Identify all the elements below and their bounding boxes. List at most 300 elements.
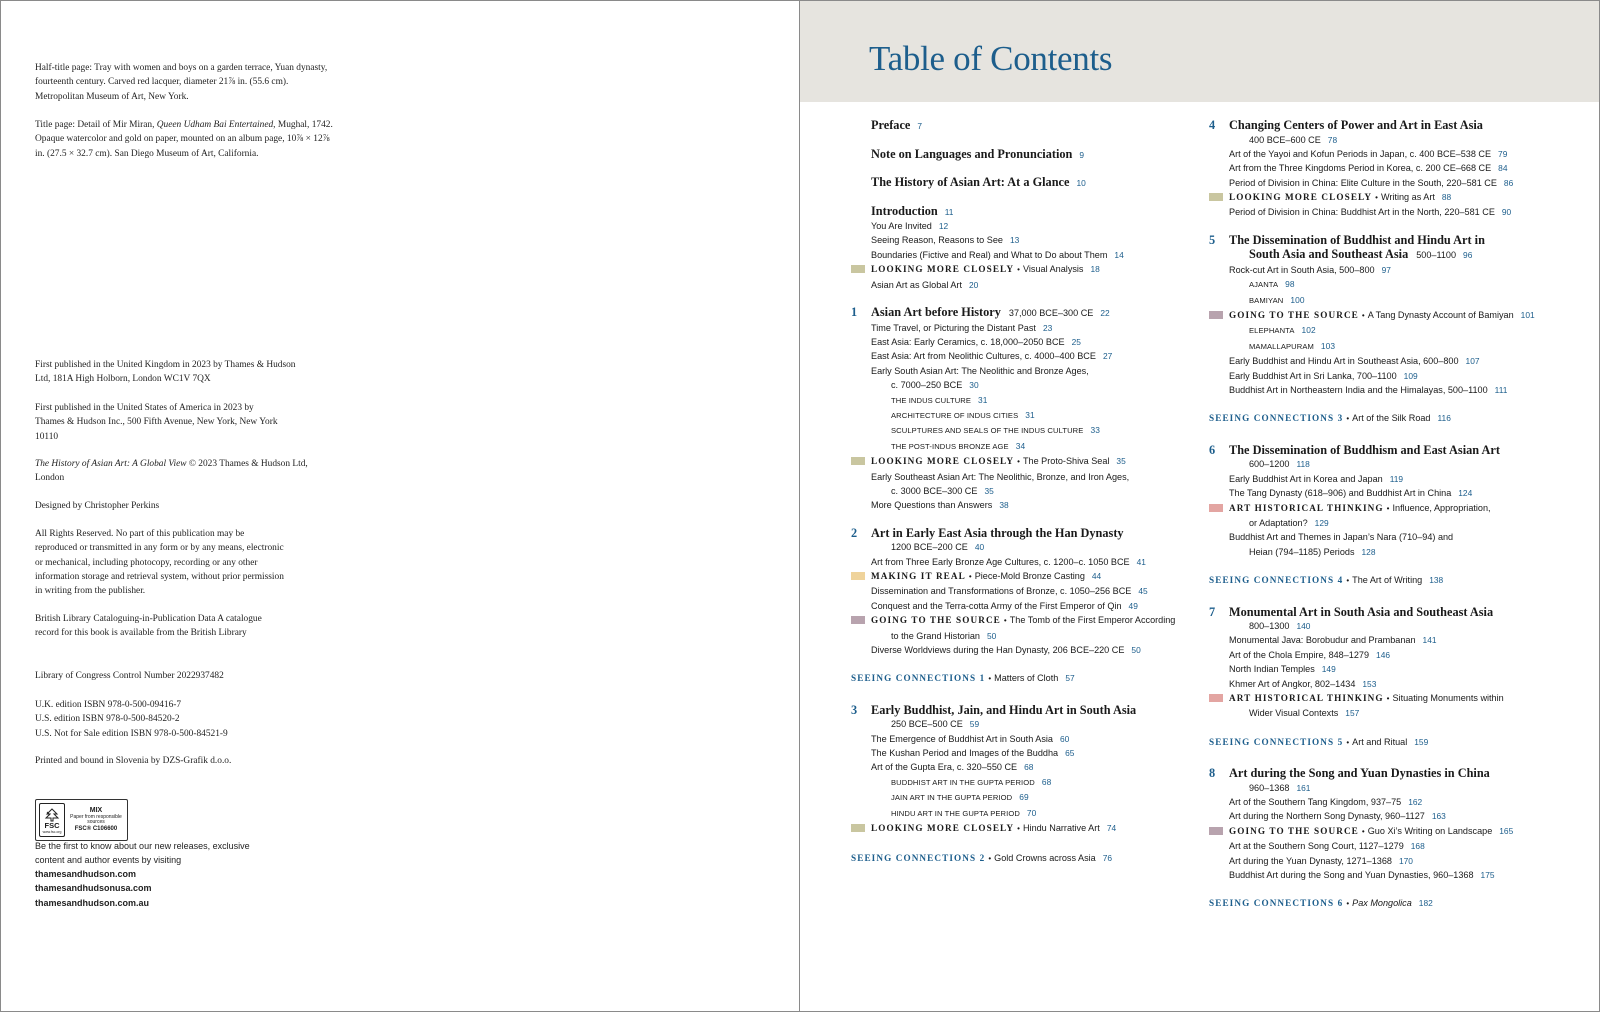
page-number: 140 (1296, 621, 1311, 632)
entry-title: BAMIYAN (1249, 295, 1284, 305)
entry-title: 800–1300 (1249, 621, 1290, 632)
page-number: 101 (1520, 310, 1535, 321)
entry-title: 1200 BCE–200 CE (891, 542, 968, 553)
page-number: 35 (1116, 456, 1126, 467)
entry-title: The Art of Writing (1352, 575, 1423, 586)
chapter-title: Changing Centers of Power and Art in East Asia (1229, 118, 1483, 132)
page-number: 27 (1102, 351, 1113, 362)
toc-entry[interactable] (1209, 383, 1589, 397)
entry-title: East Asia: Art from Neolithic Cultures, c. 4000–400 BCE (871, 351, 1096, 362)
toc-entry[interactable] (851, 703, 1196, 718)
page-number: 96 (1463, 250, 1473, 261)
toc-entry[interactable] (851, 118, 1196, 134)
entry-title: JAIN ART IN THE GUPTA PERIOD (891, 793, 1013, 803)
bullet-separator: • (1386, 693, 1390, 703)
page-number: 78 (1327, 134, 1338, 145)
bullet-separator: • (988, 674, 992, 684)
feature-swatch (1209, 694, 1223, 702)
entry-title: Early South Asian Art: The Neolithic and Bronze Ages, (871, 365, 1089, 376)
newsletter-promo: Be the first to know about our new releases, exclusive content and author events by visiting (35, 841, 250, 866)
toc-entry[interactable] (851, 851, 1196, 866)
toc-entry[interactable] (851, 498, 1196, 512)
page-number: 49 (1128, 600, 1138, 611)
entry-title: c. 7000–250 BCE (891, 380, 963, 391)
page-number: 38 (999, 500, 1009, 511)
feature-label: GOING TO THE SOURCE (871, 615, 1001, 626)
page-number: 34 (1015, 440, 1026, 451)
toc-entry[interactable] (1209, 486, 1589, 500)
toc-entry[interactable] (1209, 677, 1589, 691)
chapter-title: Early Buddhist, Jain, and Hindu Art in South Asia (871, 702, 1137, 717)
toc-entry[interactable] (851, 470, 1196, 484)
bullet-separator: • (1346, 576, 1350, 586)
toc-entry[interactable] (851, 175, 1196, 191)
toc-entry[interactable] (1209, 457, 1589, 471)
toc-entry[interactable] (851, 364, 1196, 378)
toc-entry[interactable] (1209, 839, 1589, 853)
first-published-uk: First published in the United Kingdom in 2023 by Thames & Hudson Ltd, 181A High Holborn, London WC1V 7QX (35, 360, 296, 385)
chapter-number: 7 (1209, 604, 1216, 619)
toc-entry[interactable] (851, 555, 1196, 569)
toc-column-right (1209, 118, 1589, 912)
page-number: 159 (1414, 736, 1429, 747)
page-number: 31 (1025, 409, 1035, 420)
entry-title: Hindu Narrative Art (1022, 823, 1100, 834)
feature-swatch (1209, 827, 1223, 835)
toc-entry[interactable] (1209, 809, 1589, 823)
entry-title: Asian Art as Global Art (871, 279, 962, 290)
toc-entry[interactable] (1209, 501, 1589, 516)
page-number: 116 (1437, 413, 1451, 424)
toc-entry[interactable] (1209, 233, 1589, 248)
toc-entry[interactable] (1209, 795, 1589, 809)
toc-entry[interactable] (1209, 323, 1589, 338)
toc-entry[interactable] (851, 248, 1196, 262)
toc-entry[interactable] (851, 599, 1196, 613)
toc-entry[interactable] (851, 378, 1196, 392)
feature-swatch (851, 572, 865, 580)
feature-swatch (1209, 311, 1223, 319)
page-number: 129 (1314, 517, 1329, 528)
page-number: 70 (1026, 807, 1037, 818)
fsc-tree-icon: FSC www.fsc.org (39, 803, 65, 837)
page-number: 25 (1071, 336, 1081, 347)
toc-entry[interactable] (1209, 691, 1589, 706)
feature-swatch (1209, 193, 1223, 201)
page-number: 79 (1498, 148, 1508, 159)
entry-title: The History of Asian Art: At a Glance (871, 175, 1070, 189)
toc-entry[interactable] (1209, 293, 1589, 308)
website-link[interactable]: thamesandhudson.com (35, 869, 137, 879)
page-number: 44 (1091, 571, 1102, 582)
entry-title: or Adaptation? (1249, 517, 1308, 528)
entry-title: Visual Analysis (1022, 264, 1084, 275)
page-number: 68 (1041, 776, 1052, 787)
feature-swatch (851, 824, 865, 832)
page-number: 20 (968, 279, 979, 290)
bullet-separator: • (1346, 737, 1350, 747)
toc-entry[interactable] (851, 732, 1196, 746)
entry-title: Rock-cut Art in South Asia, 500–800 (1229, 264, 1375, 275)
toc-entry[interactable] (851, 671, 1196, 686)
toc-entry[interactable] (851, 349, 1196, 363)
entry-title: THE POST-INDUS BRONZE AGE (891, 441, 1009, 451)
bullet-separator: • (968, 572, 972, 582)
loc-control-number: Library of Congress Control Number 2022937482 (35, 671, 224, 681)
page-number: 153 (1362, 678, 1377, 689)
page-number: 107 (1465, 356, 1480, 367)
british-library-data: British Library Cataloguing-in-Publication Data A catalogue record for this book is available from the British Library (35, 614, 262, 639)
page-number: 100 (1290, 294, 1305, 305)
toc-entry[interactable] (851, 484, 1196, 498)
toc-entry[interactable] (851, 439, 1196, 454)
feature-label: LOOKING MORE CLOSELY (871, 823, 1015, 834)
feature-label: ART HISTORICAL THINKING (1229, 502, 1384, 513)
entry-title: Art of the Yayoi and Kofun Periods in Japan, c. 400 BCE–538 CE (1229, 148, 1492, 159)
toc-entry[interactable] (1209, 277, 1589, 292)
page-number: 57 (1065, 673, 1075, 684)
toc-entry[interactable] (851, 423, 1196, 438)
entry-title: Conquest and the Terra-cotta Army of the First Emperor of Qin (871, 600, 1122, 611)
page-number: 76 (1102, 852, 1113, 863)
seeing-connections-label: SEEING CONNECTIONS 2 (851, 852, 986, 863)
toc-entry[interactable] (851, 278, 1196, 292)
entry-title: MAMALLAPURAM (1249, 341, 1314, 351)
page-number: 168 (1410, 841, 1425, 852)
toc-entry[interactable] (851, 790, 1196, 805)
page-number: 31 (978, 394, 988, 405)
bullet-separator: • (988, 853, 992, 863)
entry-title: Piece-Mold Bronze Casting (974, 571, 1085, 582)
toc-entry[interactable] (1209, 516, 1589, 530)
toc-entry[interactable] (1209, 896, 1589, 911)
entry-title: More Questions than Answers (871, 500, 993, 511)
entry-title: Preface (871, 118, 911, 132)
toc-entry[interactable] (851, 219, 1196, 233)
page-number: 59 (969, 719, 980, 730)
toc-entry[interactable] (1209, 766, 1589, 781)
entry-title: Early Buddhist Art in Korea and Japan (1229, 473, 1383, 484)
entry-title: Art during the Yuan Dynasty, 1271–1368 (1229, 855, 1392, 866)
page-number: 68 (1024, 762, 1034, 773)
chapter-number: 2 (851, 525, 858, 540)
page-number: 128 (1361, 546, 1376, 557)
fsc-logo: FSC www.fsc.org MIX Paper from responsible sources FSC® C106600 (35, 799, 128, 841)
page-number: 11 (944, 206, 954, 217)
toc-entry[interactable] (1209, 781, 1589, 795)
entry-title: Matters of Cloth (994, 673, 1059, 684)
page-number: 7 (917, 121, 923, 131)
entry-title: ELEPHANTA (1249, 326, 1295, 336)
page-number: 41 (1136, 556, 1146, 567)
entry-title: Pax Mongolica (1352, 898, 1412, 909)
chapter-dates: 37,000 BCE–300 CE (1008, 308, 1094, 319)
entry-title: Seeing Reason, Reasons to See (871, 235, 1003, 246)
page-number: 86 (1503, 177, 1514, 188)
page-number: 30 (969, 380, 979, 391)
toc-entry[interactable] (1209, 190, 1589, 205)
bullet-separator: • (1346, 899, 1350, 909)
page-number: 13 (1009, 235, 1020, 246)
toc-entry[interactable] (851, 584, 1196, 598)
bullet-separator: • (1003, 616, 1007, 626)
chapter-title: The Dissemination of Buddhist and Hindu Art in (1229, 232, 1485, 247)
entry-title: Wider Visual Contexts (1249, 708, 1339, 719)
entry-title: Art at the Southern Song Court, 1127–1279 (1229, 841, 1404, 852)
bullet-separator: • (1386, 503, 1390, 513)
page-number: 88 (1441, 192, 1452, 203)
feature-swatch (851, 265, 865, 273)
entry-title: Buddhist Art in Northeastern India and the Himalayas, 500–1100 (1229, 385, 1488, 396)
page-number: 182 (1418, 898, 1433, 909)
toc-entry[interactable] (1209, 147, 1589, 161)
entry-title: 400 BCE–600 CE (1249, 134, 1321, 145)
page-number: 124 (1458, 488, 1473, 499)
chapter-number: 5 (1209, 232, 1216, 247)
page-number: 50 (1131, 645, 1141, 656)
designer-credit: Designed by Christopher Perkins (35, 501, 160, 511)
toc-entry[interactable] (1209, 133, 1589, 147)
chapter-title: Art during the Song and Yuan Dynasties in China (1229, 766, 1490, 781)
toc-entry[interactable] (851, 629, 1196, 643)
entry-title: Buddhist Art and Themes in Japan’s Nara (710–94) and (1229, 532, 1454, 543)
toc-entry[interactable] (851, 204, 1196, 220)
feature-label: GOING TO THE SOURCE (1229, 825, 1359, 836)
entry-title: to the Grand Historian (891, 630, 980, 641)
toc-entry[interactable] (851, 147, 1196, 163)
entry-title: AJANTA (1249, 280, 1279, 290)
rights-statement: All Rights Reserved. No part of this publication may be reproduced or transmitted in any form or by any means, electronic or mechanical, including photocopy, recording or any other information storage and retrieval system, without prior permission in writing from the publisher. (35, 529, 284, 597)
page-number: 146 (1376, 649, 1391, 660)
feature-label: LOOKING MORE CLOSELY (1229, 192, 1373, 203)
entry-title: BUDDHIST ART IN THE GUPTA PERIOD (891, 777, 1035, 787)
toc-entry[interactable] (1209, 308, 1589, 323)
feature-swatch (851, 616, 865, 624)
half-title-caption: Half-title page: Tray with women and boys on a garden terrace, Yuan dynasty, fourteenth century. Carved red lacquer, diameter 21⅞ in. (55.6 cm). Metropolitan Museum of Art, New York. (35, 63, 328, 102)
bullet-separator: • (1017, 457, 1020, 467)
entry-title: c. 3000 BCE–300 CE (891, 486, 978, 496)
entry-title: Early Southeast Asian Art: The Neolithic, Bronze, and Iron Ages, (871, 471, 1130, 482)
seeing-connections-label: SEEING CONNECTIONS 6 (1209, 898, 1344, 909)
toc-entry[interactable] (1209, 472, 1589, 486)
entry-title: Art from Three Early Bronze Age Cultures, c. 1200–c. 1050 BCE (871, 556, 1130, 567)
toc-entry[interactable] (851, 321, 1196, 335)
toc-entry[interactable] (851, 717, 1196, 731)
page-number: 14 (1114, 249, 1124, 260)
bullet-separator: • (1361, 826, 1365, 836)
page-number: 157 (1345, 708, 1360, 719)
toc-entry[interactable] (851, 408, 1196, 423)
toc-entry[interactable] (1209, 161, 1589, 175)
feature-label: ART HISTORICAL THINKING (1229, 692, 1384, 703)
toc-entry[interactable] (851, 746, 1196, 760)
toc-entry[interactable] (851, 262, 1196, 277)
entry-title: Art of the Chola Empire, 848–1279 (1229, 649, 1370, 660)
entry-title: THE INDUS CULTURE (891, 395, 972, 405)
page-number: 10 (1076, 178, 1086, 188)
page-number: 102 (1301, 325, 1316, 336)
toc-entry[interactable] (1209, 706, 1589, 720)
toc-entry[interactable] (851, 821, 1196, 836)
chapter-number: 6 (1209, 442, 1216, 457)
chapter-dates: 500–1100 (1416, 250, 1457, 261)
entry-title: Introduction (871, 203, 938, 218)
page-number: 50 (986, 630, 997, 641)
entry-title: Influence, Appropriation, (1392, 502, 1491, 513)
entry-title: East Asia: Early Ceramics, c. 18,000–2050 BCE (871, 336, 1065, 347)
toc-entry[interactable] (851, 305, 1196, 321)
chapter-title: Art in Early East Asia through the Han Dynasty (871, 525, 1124, 540)
entry-title: Diverse Worldviews during the Han Dynasty, 206 BCE–220 CE (871, 645, 1125, 656)
toc-entry[interactable] (851, 775, 1196, 790)
toc-entry[interactable] (851, 454, 1196, 469)
page-number: 109 (1403, 370, 1418, 381)
toc-entry[interactable] (1209, 662, 1589, 676)
page-number: 175 (1480, 870, 1495, 880)
page-number: 74 (1106, 823, 1117, 834)
page-number: 9 (1079, 149, 1085, 160)
seeing-connections-label: SEEING CONNECTIONS 3 (1209, 413, 1344, 424)
entry-title: 250 BCE–500 CE (891, 719, 963, 730)
page-number: 33 (1090, 425, 1100, 436)
entry-title: ARCHITECTURE OF INDUS CITIES (891, 410, 1019, 420)
toc-entry[interactable] (851, 806, 1196, 821)
entry-title: North Indian Temples (1229, 664, 1315, 675)
entry-title: Boundaries (Fictive and Real) and What to Do about Them (871, 249, 1108, 260)
toc-entry[interactable] (1209, 339, 1589, 354)
page-number: 35 (984, 486, 994, 496)
toc-entry[interactable] (1209, 824, 1589, 839)
toc-entry[interactable] (1209, 545, 1589, 559)
page-number: 18 (1090, 264, 1100, 275)
entry-title: The Kushan Period and Images of the Buddha (871, 748, 1059, 759)
bullet-separator: • (1017, 824, 1020, 834)
page-number: 103 (1320, 340, 1336, 351)
bullet-separator: • (1375, 193, 1378, 203)
page-number: 69 (1019, 792, 1029, 803)
toc-entry[interactable] (1209, 868, 1589, 882)
seeing-connections-label: SEEING CONNECTIONS 4 (1209, 575, 1344, 586)
entry-title: Dissemination and Transformations of Bronze, c. 1050–256 BCE (871, 586, 1132, 597)
page-number: 98 (1285, 279, 1295, 290)
toc-entry[interactable] (1209, 633, 1589, 647)
entry-title: The Tomb of the First Emperor According (1009, 615, 1176, 626)
page-number: 111 (1494, 385, 1508, 396)
chapter-number: 4 (1209, 118, 1216, 132)
toc-entry[interactable] (1209, 369, 1589, 383)
page-number: 65 (1065, 748, 1075, 759)
bullet-separator: • (1346, 414, 1350, 424)
entry-title: You Are Invited (871, 221, 932, 231)
toc-entry[interactable] (851, 540, 1196, 554)
page-number: 165 (1499, 825, 1514, 836)
page-number: 45 (1138, 586, 1148, 597)
entry-title: 600–1200 (1249, 459, 1290, 470)
toc-entry[interactable] (851, 569, 1196, 584)
entry-title: Monumental Java: Borobudur and Prambanan (1229, 635, 1416, 646)
feature-label: LOOKING MORE CLOSELY (871, 264, 1015, 275)
toc-entry[interactable] (1209, 176, 1589, 190)
chapter-number: 1 (851, 305, 858, 320)
toc-entry[interactable] (1209, 354, 1589, 368)
toc-entry[interactable] (851, 233, 1196, 247)
toc-page (800, 0, 1600, 1012)
entry-title: Art of the Silk Road (1352, 413, 1431, 424)
entry-title: HINDU ART IN THE GUPTA PERIOD (891, 808, 1020, 818)
chapter-title: South Asia and Southeast Asia (1249, 247, 1409, 262)
entry-title: Period of Division in China: Buddhist Art in the North, 220–581 CE (1229, 207, 1495, 218)
toc-entry[interactable] (851, 643, 1196, 657)
feature-label: MAKING IT REAL (871, 571, 966, 582)
toc-entry[interactable] (851, 526, 1196, 541)
entry-title: Early Buddhist and Hindu Art in Southeast Asia, 600–800 (1229, 356, 1459, 367)
entry-title: Early Buddhist Art in Sri Lanka, 700–1100 (1229, 370, 1397, 381)
toc-entry[interactable] (1209, 648, 1589, 662)
page-number: 170 (1398, 855, 1413, 866)
entry-title: Buddhist Art during the Song and Yuan Dynasties, 960–1368 (1229, 870, 1474, 880)
entry-title: Art from the Three Kingdoms Period in Korea, c. 200 CE–668 CE (1229, 163, 1492, 174)
page-number: 12 (938, 221, 949, 231)
toc-entry[interactable] (1209, 411, 1589, 426)
entry-title: Guo Xi’s Writing on Landscape (1367, 825, 1493, 836)
copyright-notice: The History of Asian Art: A Global View © 2023 Thames & Hudson Ltd, London (35, 459, 308, 484)
page-number: 149 (1321, 664, 1336, 675)
feature-swatch (1209, 504, 1223, 512)
feature-label: LOOKING MORE CLOSELY (871, 456, 1015, 467)
toc-entry[interactable] (1209, 530, 1589, 544)
entry-title: Time Travel, or Picturing the Distant Past (871, 322, 1036, 333)
chapter-title: Monumental Art in South Asia and Southeast Asia (1229, 604, 1494, 619)
toc-entry[interactable] (1209, 619, 1589, 633)
website-links (35, 867, 335, 910)
printer-credit: Printed and bound in Slovenia by DZS-Grafik d.o.o. (35, 756, 232, 766)
entry-title: 960–1368 (1249, 782, 1290, 793)
chapter-number: 8 (1209, 766, 1216, 781)
page-number: 22 (1100, 308, 1110, 319)
toc-entry[interactable] (851, 335, 1196, 349)
toc-entry[interactable] (1209, 247, 1589, 263)
entry-title: Art during the Northern Song Dynasty, 960–1127 (1229, 811, 1425, 822)
entry-title: Art of the Southern Tang Kingdom, 937–75 (1229, 796, 1402, 807)
isbn-list: U.K. edition ISBN 978-0-500-09416-7 U.S. edition ISBN 978-0-500-84520-2 U.S. Not for Sale edition ISBN 978-0-500-84521-9 (35, 700, 228, 739)
page-number: 60 (1059, 733, 1070, 744)
toc-header-band (800, 1, 1599, 102)
toc-entry[interactable] (851, 613, 1196, 628)
page-number: 119 (1389, 473, 1404, 484)
toc-entry[interactable] (1209, 443, 1589, 458)
entry-title: Art of the Gupta Era, c. 320–550 CE (871, 762, 1018, 773)
toc-entry[interactable] (1209, 854, 1589, 868)
toc-entry[interactable] (851, 760, 1196, 774)
entry-title: Khmer Art of Angkor, 802–1434 (1229, 678, 1356, 689)
toc-entry[interactable] (1209, 263, 1589, 277)
toc-entry[interactable] (1209, 118, 1589, 133)
toc-entry[interactable] (1209, 605, 1589, 620)
entry-title: A Tang Dynasty Account of Bamiyan (1367, 310, 1514, 321)
website-link[interactable]: thamesandhudsonusa.com (35, 883, 152, 894)
toc-entry[interactable] (1209, 205, 1589, 219)
first-published-us: First published in the United States of America in 2023 by Thames & Hudson Inc., 500 Fifth Avenue, New York, New York 10110 (35, 403, 278, 442)
toc-entry[interactable] (1209, 735, 1589, 750)
toc-entry[interactable] (1209, 573, 1589, 588)
toc-entry[interactable] (851, 393, 1196, 408)
page-number: 23 (1042, 322, 1053, 333)
seeing-connections-label: SEEING CONNECTIONS 1 (851, 673, 986, 684)
page-number: 141 (1422, 635, 1437, 646)
chapter-title: Asian Art before History (871, 305, 1001, 320)
website-link[interactable]: thamesandhudson.com.au (35, 897, 150, 908)
page-number: 40 (974, 542, 985, 553)
